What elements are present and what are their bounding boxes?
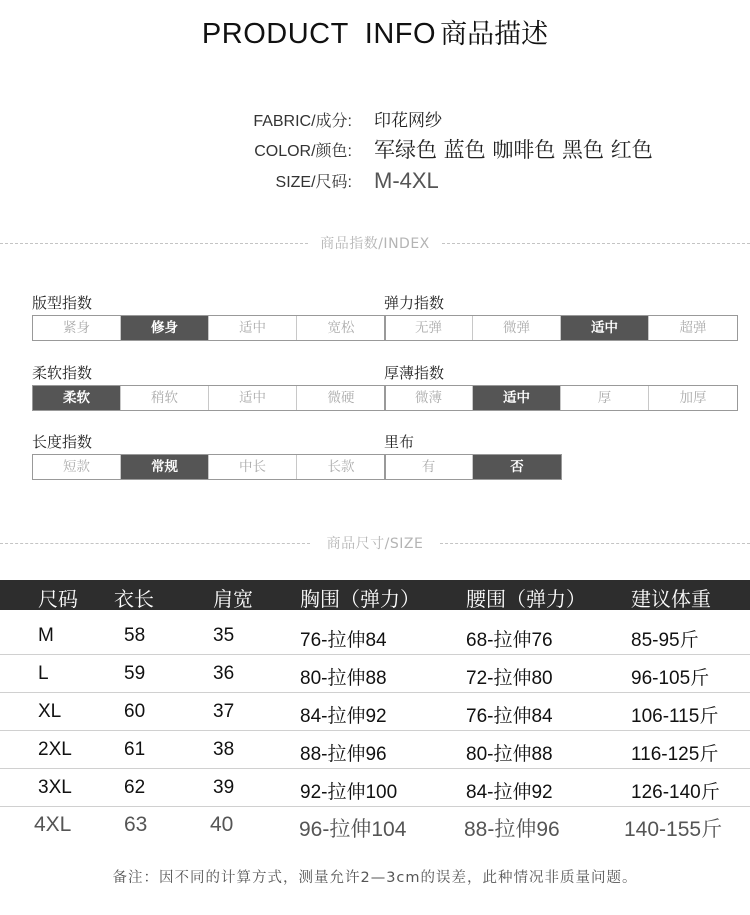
table-cell: 116-125斤 [631, 744, 719, 765]
index-title: 柔软指数 [32, 364, 93, 382]
table-cell: 38 [213, 739, 235, 760]
header-cell-length: 衣长 [114, 587, 154, 611]
index-scale [32, 385, 386, 411]
table-cell: 96-105斤 [631, 668, 710, 689]
table-cell: 2XL [38, 739, 72, 760]
table-cell: 76-拉伸84 [466, 706, 553, 727]
index-group-thickness [384, 362, 738, 411]
header-cell-shoulder: 肩宽 [213, 587, 253, 611]
index-group-lining [384, 431, 562, 480]
index-title: 厚薄指数 [384, 364, 445, 382]
index-option: 适中 [209, 386, 297, 410]
table-cell: 80-拉伸88 [300, 668, 387, 689]
index-option: 微弹 [473, 316, 561, 340]
index-title: 里布 [384, 433, 415, 451]
index-title: 弹力指数 [384, 294, 445, 312]
page-title [0, 12, 750, 51]
index-option: 有 [385, 455, 473, 479]
index-scale [384, 315, 738, 341]
index-option: 加厚 [679, 390, 707, 406]
table-cell: 126-140斤 [631, 782, 720, 803]
header-cell-bust: 胸围（弹力） [300, 587, 420, 611]
index-option-selected: 否 [473, 455, 561, 479]
index-option-selected: 适中 [473, 386, 561, 410]
index-option: 长款 [327, 459, 355, 475]
header-cell-weight: 建议体重 [631, 587, 711, 611]
table-cell: 37 [213, 701, 235, 722]
index-title: 版型指数 [32, 294, 93, 312]
index-option: 中长 [209, 455, 297, 479]
table-cell: 140-155斤 [624, 818, 723, 841]
color-value: 军绿色 蓝色 咖啡色 黑色 红色 [374, 138, 653, 162]
index-option: 超弹 [679, 320, 707, 336]
index-heading: 商品指数/INDEX [320, 236, 430, 252]
table-cell: 58 [124, 625, 146, 646]
index-option-selected: 修身 [121, 316, 209, 340]
table-row [0, 655, 750, 693]
index-group-fit [32, 292, 386, 341]
table-cell: 96-拉伸104 [299, 818, 407, 841]
index-divider [0, 233, 750, 253]
table-cell: 61 [124, 739, 146, 760]
index-option: 无弹 [385, 316, 473, 340]
table-row [0, 617, 750, 655]
table-cell: 76-拉伸84 [300, 630, 387, 651]
table-cell: 84-拉伸92 [466, 782, 553, 803]
size-divider [0, 533, 750, 553]
index-option: 稍软 [121, 386, 209, 410]
table-cell: 4XL [34, 813, 72, 836]
index-option: 适中 [209, 316, 297, 340]
table-row [0, 807, 750, 845]
index-group-softness [32, 362, 386, 411]
index-scale [32, 454, 386, 480]
table-cell: 60 [124, 701, 146, 722]
table-row [0, 731, 750, 769]
table-cell: 85-95斤 [631, 630, 699, 651]
index-option: 宽松 [327, 320, 355, 336]
index-scale [384, 454, 562, 480]
size-table-header [0, 580, 750, 610]
index-option: 短款 [33, 455, 121, 479]
index-group-elasticity [384, 292, 738, 341]
size-heading: 商品尺寸/SIZE [326, 536, 424, 552]
table-cell: 92-拉伸100 [300, 782, 398, 803]
index-option-selected: 柔软 [33, 386, 121, 410]
table-cell: 3XL [38, 777, 72, 798]
footnote: 备注：因不同的计算方式，测量允许2—3cm的误差，此种情况非质量问题。 [112, 870, 638, 886]
table-cell: 62 [124, 777, 146, 798]
table-cell: 80-拉伸88 [466, 744, 553, 765]
color-label: COLOR/颜色: [254, 143, 352, 160]
fabric-label: FABRIC/成分: [253, 113, 352, 130]
index-title: 长度指数 [32, 433, 93, 451]
table-cell: L [38, 663, 49, 684]
table-cell: 88-拉伸96 [464, 818, 560, 841]
table-row [0, 693, 750, 731]
index-option: 微薄 [385, 386, 473, 410]
table-cell: 68-拉伸76 [466, 630, 553, 651]
index-scale [384, 385, 738, 411]
size-value: M-4XL [374, 168, 439, 193]
table-cell: 88-拉伸96 [300, 744, 387, 765]
index-option: 厚 [561, 386, 649, 410]
index-scale [32, 315, 386, 341]
table-cell: 106-115斤 [631, 706, 719, 727]
table-cell: 63 [124, 813, 148, 836]
header-cell-size: 尺码 [38, 587, 78, 611]
table-cell: 84-拉伸92 [300, 706, 387, 727]
title-zh: 商品描述 [440, 19, 549, 50]
title-word-product: PRODUCT [201, 18, 349, 50]
index-group-length [32, 431, 386, 480]
header-cell-waist: 腰围（弹力） [466, 587, 586, 611]
index-option: 紧身 [33, 316, 121, 340]
title-word-info: INFO [364, 18, 437, 50]
table-cell: 36 [213, 663, 235, 684]
index-option-selected: 常规 [121, 455, 209, 479]
size-label: SIZE/尺码: [275, 174, 352, 191]
index-option: 微硬 [327, 390, 355, 406]
table-cell: M [38, 625, 54, 646]
index-option-selected: 适中 [561, 316, 649, 340]
table-cell: 40 [210, 813, 234, 836]
table-cell: 72-拉伸80 [466, 668, 553, 689]
table-cell: 35 [213, 625, 235, 646]
table-cell: 39 [213, 777, 235, 798]
table-row [0, 769, 750, 807]
fabric-value: 印花网纱 [374, 111, 442, 131]
table-cell: XL [38, 701, 62, 722]
table-cell: 59 [124, 663, 146, 684]
